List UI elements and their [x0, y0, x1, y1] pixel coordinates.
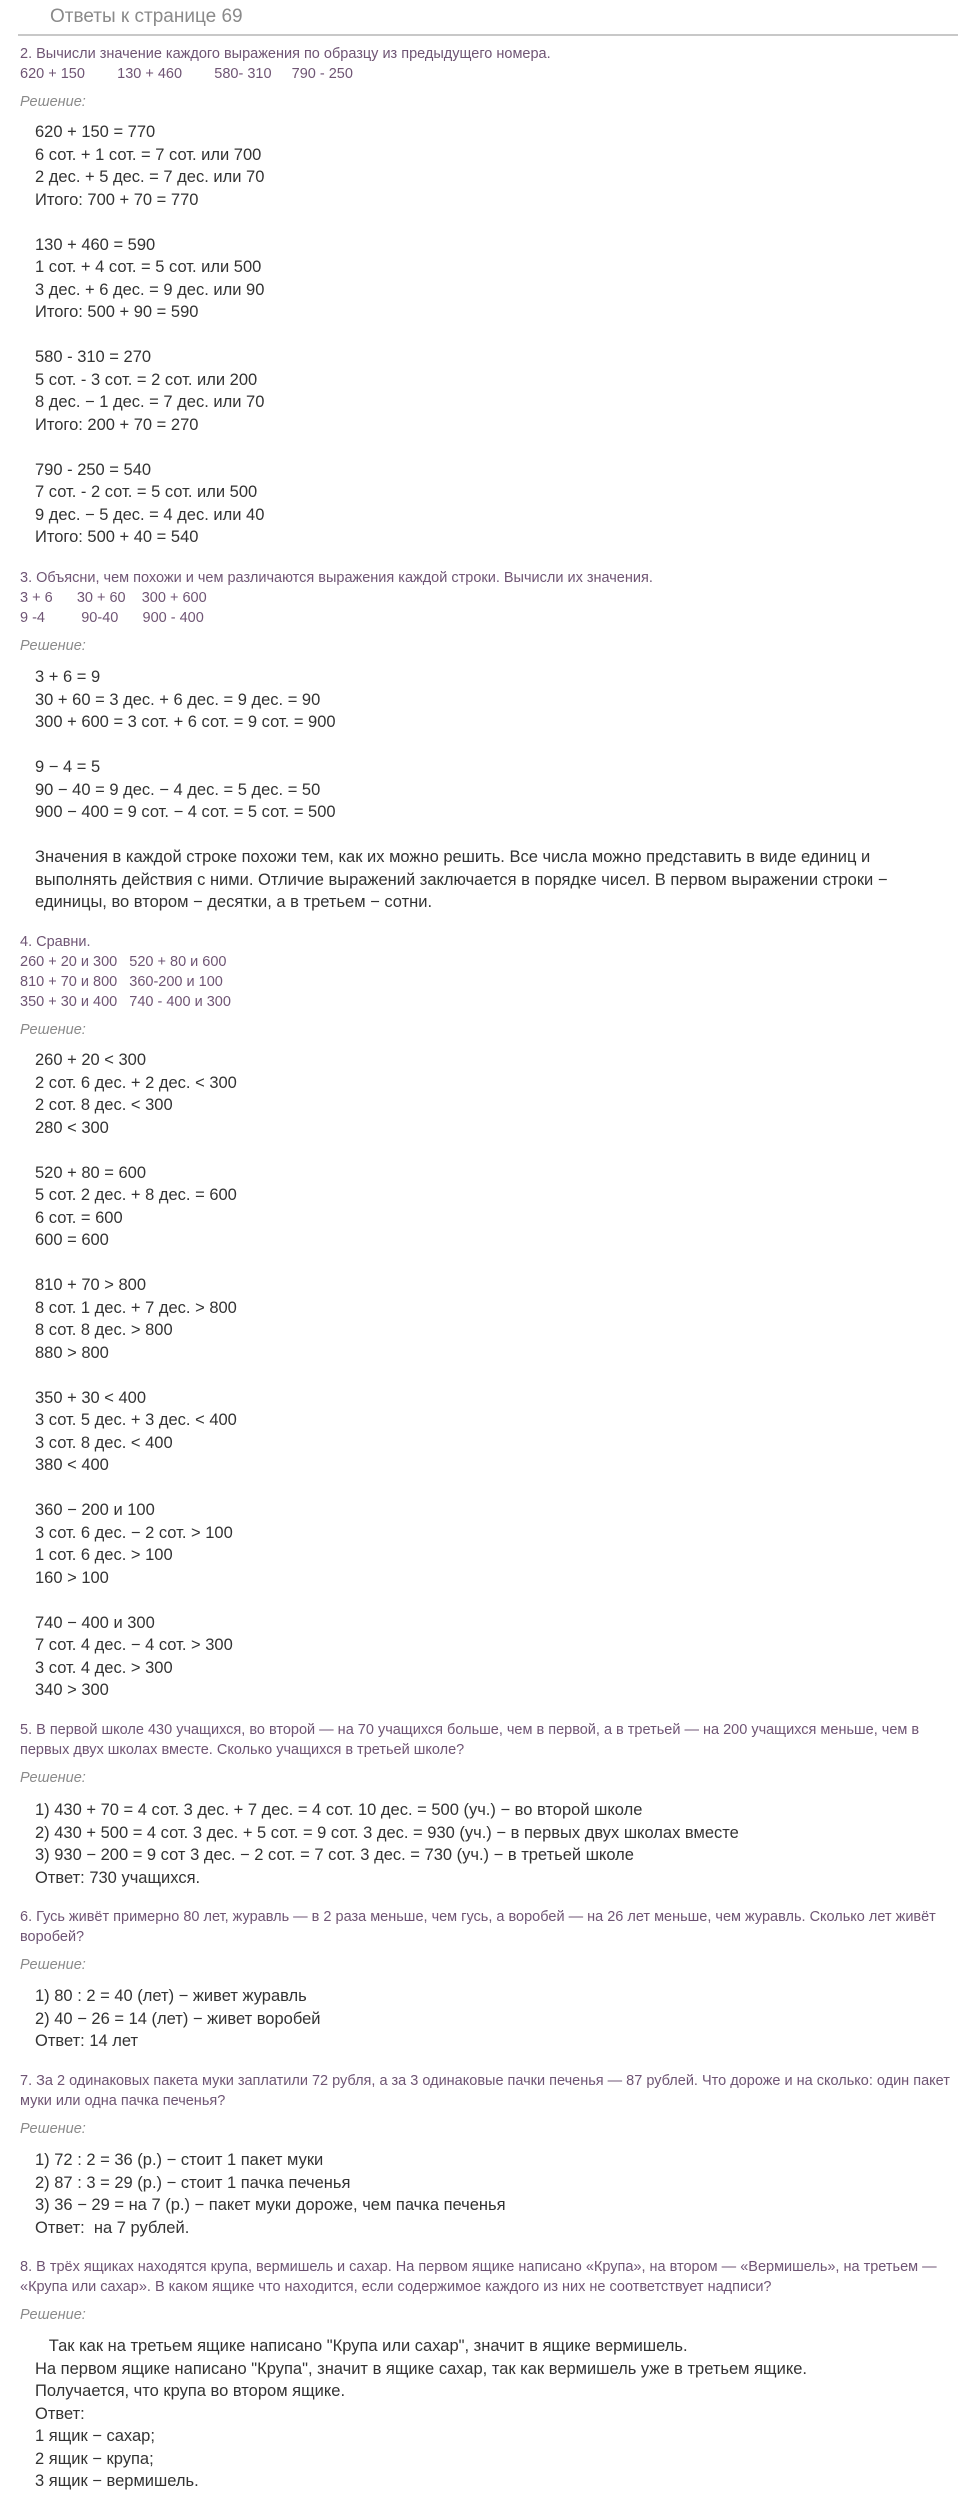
solution-line: [35, 1139, 955, 1162]
solution-line: Итого: 500 + 40 = 540: [35, 528, 199, 546]
solution-line: 620 + 150 = 770: [35, 123, 156, 141]
solution-line: 1) 80 : 2 = 40 (лет) − живет журавль: [35, 1987, 307, 2005]
solution-line: 520 + 80 = 600: [35, 1163, 147, 1182]
solution-line: Ответ: 14 лет: [35, 2032, 139, 2050]
solution-line: 3) 930 − 200 = 9 сот 3 дес. − 2 сот. = 7 сот. 3 дес. = 730 (уч.) − в третьей школе: [35, 1846, 634, 1864]
problem-2-task: 2. Вычисли значение каждого выражения по образцу из предыдущего номера.: [20, 46, 551, 62]
solution-2-group-2: [35, 234, 955, 324]
solution-label-5: Решение:: [20, 1770, 86, 1786]
solution-line: 2 сот. 8 дес. < 300: [35, 1096, 173, 1114]
solution-line: 7 сот. - 2 сот. = 5 сот. или 500: [35, 483, 258, 501]
solution-line: На первом ящике написано "Крупа", значит в ящике сахар, так как вермишель уже в третьем ящике.: [35, 2359, 808, 2378]
solution-2: [35, 121, 955, 549]
solution-line: Итого: 200 + 70 = 270: [35, 415, 199, 434]
page-header: [18, 0, 958, 36]
problem-3-expressions-row-2: 9 -4 90-40 900 - 400: [20, 610, 204, 626]
solution-line: 2) 87 : 3 = 29 (р.) − стоит 1 пачка печенья: [35, 2173, 351, 2192]
solution-line: Так как на третьем ящике написано "Крупа или сахар", значит в ящике вермишель.: [35, 2337, 688, 2355]
solution-label-2: Решение:: [20, 94, 86, 110]
solution-line: Ответ: на 7 рублей.: [35, 2218, 190, 2237]
problem-2-expressions: 620 + 150 130 + 460 580- 310 790 - 250: [20, 66, 353, 82]
solution-line: 1) 430 + 70 = 4 сот. 3 дес. + 7 дес. = 4 сот. 10 дес. = 500 (уч.) − во второй школе: [35, 1801, 643, 1819]
solution-label-7: Решение:: [20, 2121, 86, 2137]
solution-line: 1) 72 : 2 = 36 (р.) − стоит 1 пакет муки: [35, 2151, 324, 2169]
solution-line: [35, 1252, 955, 1275]
solution-line: 2) 40 − 26 = 14 (лет) − живет воробей: [35, 2009, 321, 2028]
solution-line: 1 сот. + 4 сот. = 5 сот. или 500: [35, 258, 262, 276]
solution-line: 280 < 300: [35, 1118, 109, 1137]
solution-line: 2 дес. + 5 дес. = 7 дес. или 70: [35, 168, 265, 186]
solution-2-group-1: [35, 121, 955, 211]
solution-line: 9 − 4 = 5: [35, 758, 101, 776]
solution-line: Получается, что крупа во втором ящике.: [35, 2382, 346, 2400]
problem-3-task: 3. Объясни, чем похожи и чем различаются выражения каждой строки. Вычисли их значения.: [20, 570, 653, 586]
problem-4-expressions-row-2: 810 + 70 и 800 360-200 и 100: [20, 974, 223, 990]
solution-8: [35, 2335, 955, 2493]
solution-line: [35, 734, 955, 757]
solution-line: 30 + 60 = 3 дес. + 6 дес. = 9 дес. = 90: [35, 690, 321, 709]
problem-6-task: 6. Гусь живёт примерно 80 лет, журавль — в 2 раза меньше, чем гусь, а воробей — на 26 лет меньше, чем журавль. Сколько лет живёт воробей?: [20, 1909, 936, 1945]
solution-line: 360 − 200 и 100: [35, 1501, 155, 1519]
solution-line: 300 + 600 = 3 сот. + 6 сот. = 9 сот. = 900: [35, 713, 336, 731]
solution-line: Итого: 700 + 70 = 770: [35, 190, 199, 209]
solution-5: [35, 1799, 955, 1889]
problem-8-task: 8. В трёх ящиках находятся крупа, вермишель и сахар. На первом ящике написано «Крупа», на втором — «Вермишель», на третьем — «Крупа или сахар». В каком ящике что находится, если содержимое каждого из них не соответствует надписи?: [20, 2259, 937, 2295]
solution-line: 3 сот. 8 дес. < 400: [35, 1433, 173, 1452]
solution-label-8: Решение:: [20, 2307, 86, 2323]
solution-line: 5 сот. - 3 сот. = 2 сот. или 200: [35, 370, 258, 389]
solution-line: 880 > 800: [35, 1343, 109, 1362]
solution-line: 6 сот. + 1 сот. = 7 сот. или 700: [35, 145, 262, 164]
solution-line: 790 - 250 = 540: [35, 460, 152, 479]
solution-line: Ответ: 730 учащихся.: [35, 1868, 201, 1887]
problem-5-task: 5. В первой школе 430 учащихся, во второй — на 70 учащихся больше, чем в первой, а в третьей — на 200 учащихся меньше, чем в первых двух школах вместе. Сколько учащихся в третьей школе?: [20, 1722, 920, 1758]
solution-line: 5 сот. 2 дес. + 8 дес. = 600: [35, 1186, 237, 1204]
solution-2-group-4: [35, 459, 955, 549]
solution-line: 160 > 100: [35, 1568, 109, 1587]
problem-4-expressions-row-1: 260 + 20 и 300 520 + 80 и 600: [20, 954, 227, 970]
solution-4: [35, 1049, 955, 1702]
solution-line: 8 сот. 1 дес. + 7 дес. > 800: [35, 1298, 237, 1317]
solution-line: 740 − 400 и 300: [35, 1613, 155, 1632]
solution-line: 3 ящик − вермишель.: [35, 2472, 199, 2490]
problem-3: [20, 568, 960, 628]
problem-2: [20, 44, 960, 84]
solution-line: [35, 1589, 955, 1612]
solution-line: Итого: 500 + 90 = 590: [35, 303, 199, 321]
solution-line: 600 = 600: [35, 1231, 109, 1249]
solution-line: 900 − 400 = 9 сот. − 4 сот. = 5 сот. = 500: [35, 803, 336, 821]
solution-7: [35, 2149, 955, 2239]
solution-line: 2 ящик − крупа;: [35, 2449, 154, 2468]
problem-3-expressions-row-1: 3 + 6 30 + 60 300 + 600: [20, 590, 207, 606]
solution-line: 1 ящик − сахар;: [35, 2427, 155, 2445]
solution-3: [35, 666, 955, 914]
solution-line: 90 − 40 = 9 дес. − 4 дес. = 5 дес. = 50: [35, 780, 321, 799]
page-title: Ответы к странице 69: [50, 6, 243, 27]
solution-line: 7 сот. 4 дес. − 4 сот. > 300: [35, 1636, 233, 1654]
solution-line: [35, 1364, 955, 1387]
solution-line: 260 + 20 < 300: [35, 1051, 147, 1069]
solution-line: 3 сот. 6 дес. − 2 сот. > 100: [35, 1523, 233, 1542]
solution-line: 130 + 460 = 590: [35, 235, 156, 254]
solution-6: [35, 1985, 955, 2053]
solution-line: 3) 36 − 29 = на 7 (р.) − пакет муки дороже, чем пачка печенья: [35, 2196, 506, 2214]
problem-8: [20, 2257, 960, 2297]
solution-2-group-3: [35, 346, 955, 436]
solution-line: 810 + 70 > 800: [35, 1276, 147, 1294]
problem-4: [20, 932, 960, 1012]
solution-line: 350 + 30 < 400: [35, 1388, 147, 1407]
solution-line: 340 > 300: [35, 1681, 109, 1699]
solution-line: 380 < 400: [35, 1456, 109, 1474]
problem-5: [20, 1720, 960, 1760]
solution-3-explanation: Значения в каждой строке похожи тем, как их можно решить. Все числа можно представить в виде единиц и выполнять действия с ними. Отличие выражений заключается в порядке чисел. В первом выражении строки − единицы, во втором − десятки, а в третьем − сотни.: [35, 848, 888, 911]
solution-label-6: Решение:: [20, 1957, 86, 1973]
solution-line: 3 дес. + 6 дес. = 9 дес. или 90: [35, 280, 265, 299]
problem-6: [20, 1907, 960, 1947]
solution-line: 8 сот. 8 дес. > 800: [35, 1321, 173, 1339]
solution-line: 6 сот. = 600: [35, 1208, 123, 1227]
problem-4-expressions-row-3: 350 + 30 и 400 740 - 400 и 300: [20, 994, 231, 1010]
solution-line: 3 сот. 4 дес. > 300: [35, 1658, 173, 1677]
problem-7-task: 7. За 2 одинаковых пакета муки заплатили 72 рубля, а за 3 одинаковые пачки печенья — 87 рублей. Что дороже и на сколько: один пакет муки или одна пачка печенья?: [20, 2073, 950, 2109]
solution-line: 3 + 6 = 9: [35, 668, 101, 686]
problem-4-task: 4. Сравни.: [20, 934, 91, 950]
solution-line: Ответ:: [35, 2404, 85, 2423]
solution-line: [35, 1477, 955, 1500]
solution-line: 2) 430 + 500 = 4 сот. 3 дес. + 5 сот. = 9 сот. 3 дес. = 930 (уч.) − в первых двух школах вместе: [35, 1823, 739, 1842]
solution-label-3: Решение:: [20, 638, 86, 654]
solution-line: 8 дес. − 1 дес. = 7 дес. или 70: [35, 393, 265, 411]
solution-line: 580 - 310 = 270: [35, 348, 152, 366]
solution-line: 2 сот. 6 дес. + 2 дес. < 300: [35, 1073, 237, 1092]
solution-line: 9 дес. − 5 дес. = 4 дес. или 40: [35, 505, 265, 524]
solution-line: 1 сот. 6 дес. > 100: [35, 1546, 173, 1564]
solution-line: 3 сот. 5 дес. + 3 дес. < 400: [35, 1411, 237, 1429]
solution-label-4: Решение:: [20, 1022, 86, 1038]
problem-7: [20, 2071, 960, 2111]
